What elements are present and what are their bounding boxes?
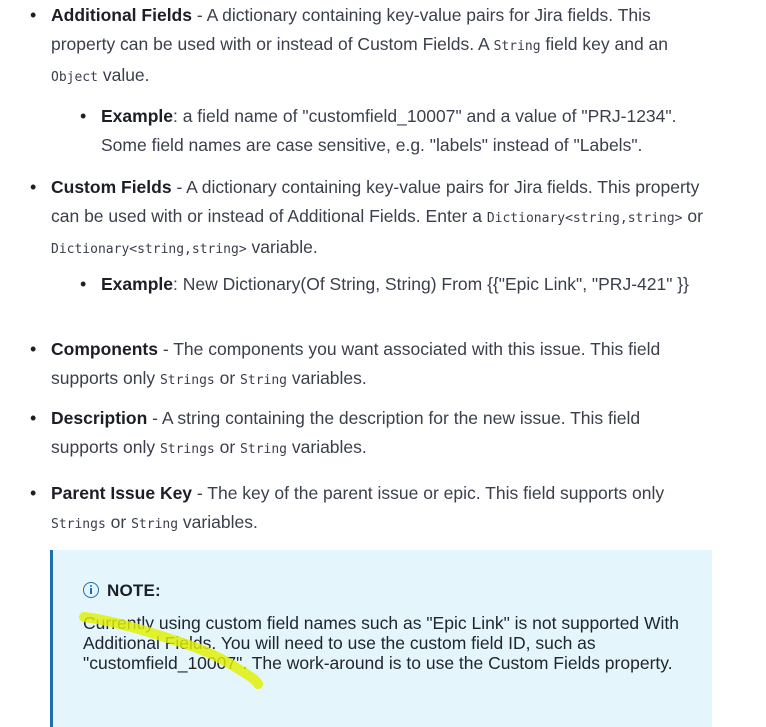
property-description: - A dictionary containing key-value pairs for Jira fields. This property can be used with or instead of Custom Fields. A <box>51 5 651 54</box>
bullet-icon: • <box>30 408 37 428</box>
property-description: - A dictionary containing key-value pairs for Jira fields. This property can be used with or instead of Additional Fields. Enter a <box>51 177 700 226</box>
example-item <box>80 270 711 299</box>
property-description: value. <box>97 65 150 85</box>
property-name: Additional Fields <box>51 5 192 25</box>
bullet-icon: • <box>30 339 37 359</box>
property-name: Custom Fields <box>51 177 172 197</box>
property-description: or <box>105 512 132 532</box>
inline-code: Object <box>51 70 98 85</box>
bullet-icon: • <box>80 274 87 294</box>
inline-code: Strings <box>159 442 215 457</box>
property-description: or <box>682 206 703 226</box>
property-description: - The key of the parent issue or epic. This field supports only <box>192 483 665 503</box>
bullet-icon: • <box>30 483 37 503</box>
property-name: Description <box>51 408 148 428</box>
property-description: or <box>214 437 241 457</box>
example-text: : a field name of "customfield_10007" and a value of "PRJ-1234". Some field names are case sensitive, e.g. "labels" instead of "Labels". <box>101 106 677 155</box>
list-item-description <box>30 404 711 464</box>
note-title: NOTE: <box>107 580 161 600</box>
list-item-custom-fields <box>30 173 711 264</box>
property-description: variables. <box>287 437 367 457</box>
inline-code: String <box>131 517 179 532</box>
property-description: variables. <box>178 512 258 532</box>
inline-code: String <box>240 442 288 457</box>
example-label: Example <box>101 274 173 294</box>
property-description: or <box>214 368 241 388</box>
inline-code: Strings <box>51 517 106 532</box>
inline-code: String <box>240 373 288 388</box>
property-name: Parent Issue Key <box>51 483 193 503</box>
list-item-components <box>30 335 711 395</box>
bullet-icon: • <box>80 106 87 126</box>
inline-code: Dictionary<string,string> <box>486 211 683 226</box>
bullet-icon: • <box>30 177 37 197</box>
bullet-icon: • <box>30 5 37 25</box>
example-label: Example <box>101 106 173 126</box>
property-description: - The components you want associated with this issue. This field supports only <box>51 339 661 388</box>
note-body: Currently using custom field names such as "Epic Link" is not supported With Additional Fields. You will need to use the custom field ID, such as "customfield_10007". The work-around is to use the Custom Fields property. <box>83 613 680 673</box>
property-description: variables. <box>287 368 367 388</box>
property-description: - A string containing the description for the new issue. This field supports only <box>51 408 641 457</box>
example-item <box>80 102 711 160</box>
list-item-parent-issue-key <box>30 479 711 539</box>
inline-code: Dictionary<string,string> <box>51 242 247 257</box>
inline-code: Strings <box>159 373 215 388</box>
note-header <box>83 578 161 602</box>
info-icon <box>83 582 99 598</box>
inline-code: String <box>493 39 541 54</box>
example-text: : New Dictionary(Of String, String) From {{"Epic Link", "PRJ-421" }} <box>172 274 689 294</box>
property-description: variable. <box>246 237 318 257</box>
property-description: field key and an <box>540 34 669 54</box>
note-callout <box>50 550 712 727</box>
property-name: Components <box>51 339 158 359</box>
list-item-additional-fields <box>30 1 711 92</box>
